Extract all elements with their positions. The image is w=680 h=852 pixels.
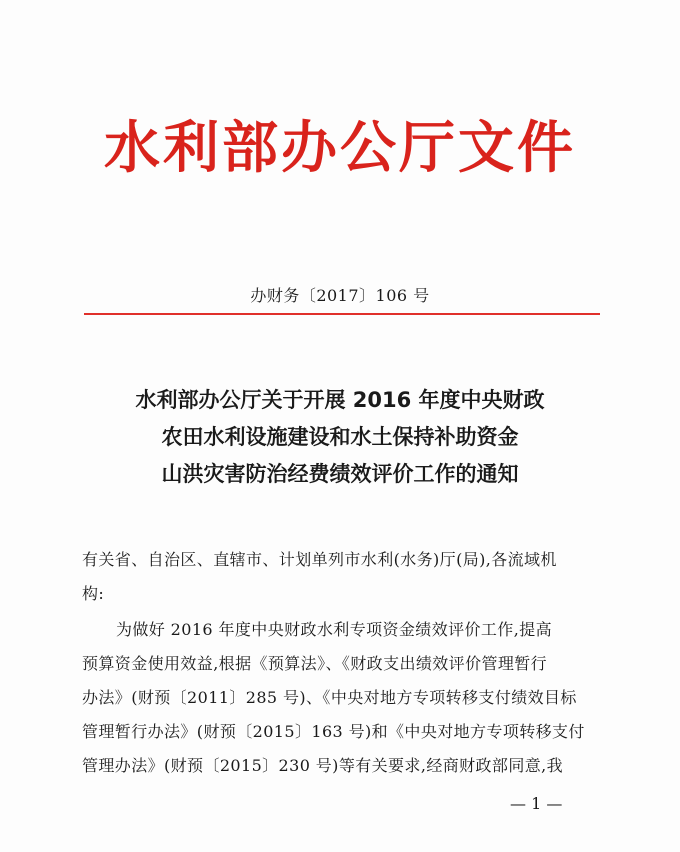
body-line: 预算资金使用效益,根据《预算法》、《财政支出绩效评价管理暂行 <box>82 654 548 673</box>
notice-title-line: 农田水利设施建设和水土保持补助资金 <box>161 425 519 449</box>
recipients <box>82 543 602 611</box>
page-number: — 1 — <box>510 794 563 813</box>
recipients-line: 有关省、自治区、直辖市、计划单列市水利(水务)厅(局),各流域机 <box>82 550 557 569</box>
body-paragraph <box>82 613 602 783</box>
notice-title-line: 山洪灾害防治经费绩效评价工作的通知 <box>161 462 519 486</box>
body-line: 管理暂行办法》(财预〔2015〕163 号)和《中央对地方专项转移支付 <box>82 722 585 741</box>
body-line: 为做好 2016 年度中央财政水利专项资金绩效评价工作,提高 <box>116 620 552 639</box>
red-separator-line <box>84 313 600 315</box>
body-line: 管理办法》(财预〔2015〕230 号)等有关要求,经商财政部同意,我 <box>82 756 564 775</box>
notice-title-line: 水利部办公厅关于开展 2016 年度中央财政 <box>135 388 545 412</box>
notice-title <box>0 382 680 493</box>
recipients-line: 构: <box>82 584 105 603</box>
document-number: 办财务〔2017〕106 号 <box>250 286 430 305</box>
body-line: 办法》(财预〔2011〕285 号)、《中央对地方专项转移支付绩效目标 <box>82 688 577 707</box>
document-header-title: 水利部办公厅文件 <box>104 116 576 181</box>
